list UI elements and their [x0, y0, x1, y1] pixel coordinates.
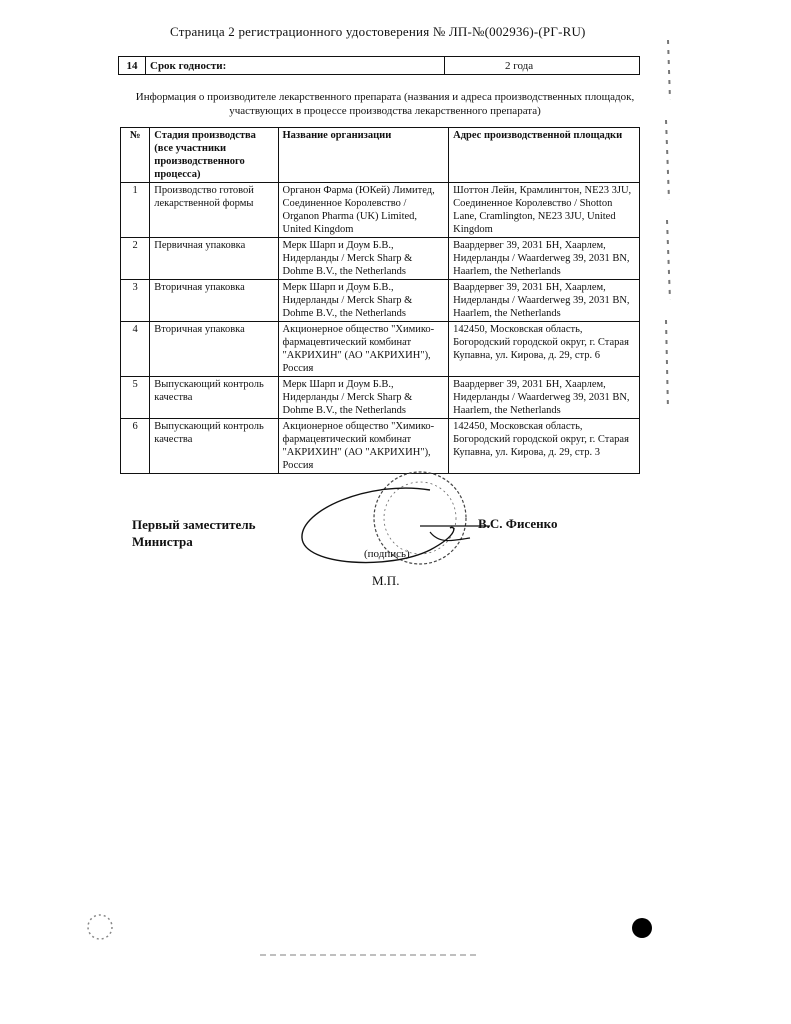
scan-bottom-noise [80, 905, 500, 965]
manufacturer-intro: Информация о производителе лекарственного препарата (названия и адреса производственных площадок, участвующих в процессе производства лекарственного препарата) [135, 91, 635, 117]
row-org: Акционерное общество "Химико-фармацевтический комбинат "АКРИХИН" (АО "АКРИХИН"), Россия [278, 322, 449, 377]
seal-inner-ring [384, 482, 456, 554]
row-stage: Производство готовой лекарственной формы [150, 183, 278, 238]
signatory-position: Первый заместитель Министра [132, 517, 256, 549]
signature-caption: (подпись) [364, 548, 410, 560]
shelf-life-label: Срок годности: [146, 57, 445, 75]
table-row [121, 322, 640, 377]
scan-edge-noise [640, 40, 690, 420]
signatory-name: В.С. Фисенко [478, 516, 558, 531]
row-num: 2 [121, 238, 150, 280]
page-header: Страница 2 регистрационного удостоверения № ЛП-№(002936)-(РГ-RU) [170, 24, 586, 39]
row-org: Акционерное общество "Химико-фармацевтический комбинат "АКРИХИН" (АО "АКРИХИН"), Россия [278, 419, 449, 474]
row-org: Мерк Шарп и Доум Б.В., Нидерланды / Merck Sharp & Dohme B.V., the Netherlands [278, 280, 449, 322]
row-stage: Вторичная упаковка [150, 280, 278, 322]
manufacturer-table [120, 127, 640, 474]
scan-dot-mark [632, 918, 652, 938]
row-address: 142450, Московская область, Богородский городской округ, г. Старая Купавна, ул. Кирова, д. 29, стр. 3 [449, 419, 640, 474]
header-org: Название организации [278, 128, 449, 183]
shelf-life-table [118, 56, 640, 75]
row-org: Мерк Шарп и Доум Б.В., Нидерланды / Merck Sharp & Dohme B.V., the Netherlands [278, 377, 449, 419]
table-row [121, 280, 640, 322]
table-header-row [121, 128, 640, 183]
row-num: 3 [121, 280, 150, 322]
shelf-life-row [119, 57, 640, 75]
table-row [121, 238, 640, 280]
row-stage: Первичная упаковка [150, 238, 278, 280]
row-org: Мерк Шарп и Доум Б.В., Нидерланды / Merck Sharp & Dohme B.V., the Netherlands [278, 238, 449, 280]
header-num: № [121, 128, 150, 183]
row-address: Ваардервег 39, 2031 БН, Хаарлем, Нидерланды / Waarderweg 39, 2031 BN, Haarlem, the Netherlands [449, 238, 640, 280]
table-row [121, 377, 640, 419]
stamp-place-label: М.П. [372, 573, 400, 588]
row-num: 1 [121, 183, 150, 238]
table-row [121, 419, 640, 474]
row-num: 6 [121, 419, 150, 474]
row-address: Шоттон Лейн, Крамлингтон, NE23 3JU, Соединенное Королевство / Shotton Lane, Cramlington, NE23 3JU, United Kingdom [449, 183, 640, 238]
shelf-life-value: 2 года [445, 57, 640, 75]
row-stage: Выпускающий контроль качества [150, 419, 278, 474]
header-address: Адрес производственной площадки [449, 128, 640, 183]
row-address: Ваардервег 39, 2031 БН, Хаарлем, Нидерланды / Waarderweg 39, 2031 BN, Haarlem, the Netherlands [449, 377, 640, 419]
row-address: 142450, Московская область, Богородский городской округ, г. Старая Купавна, ул. Кирова, д. 29, стр. 6 [449, 322, 640, 377]
row-stage: Вторичная упаковка [150, 322, 278, 377]
row-num: 5 [121, 377, 150, 419]
row-address: Ваардервег 39, 2031 БН, Хаарлем, Нидерланды / Waarderweg 39, 2031 BN, Haarlem, the Netherlands [449, 280, 640, 322]
row-stage: Выпускающий контроль качества [150, 377, 278, 419]
row-num: 4 [121, 322, 150, 377]
table-row [121, 183, 640, 238]
header-stage: Стадия производства (все участники производственного процесса) [150, 128, 278, 183]
shelf-life-number: 14 [119, 57, 146, 75]
row-org: Органон Фарма (ЮКей) Лимитед, Соединенное Королевство / Organon Pharma (UK) Limited, United Kingdom [278, 183, 449, 238]
